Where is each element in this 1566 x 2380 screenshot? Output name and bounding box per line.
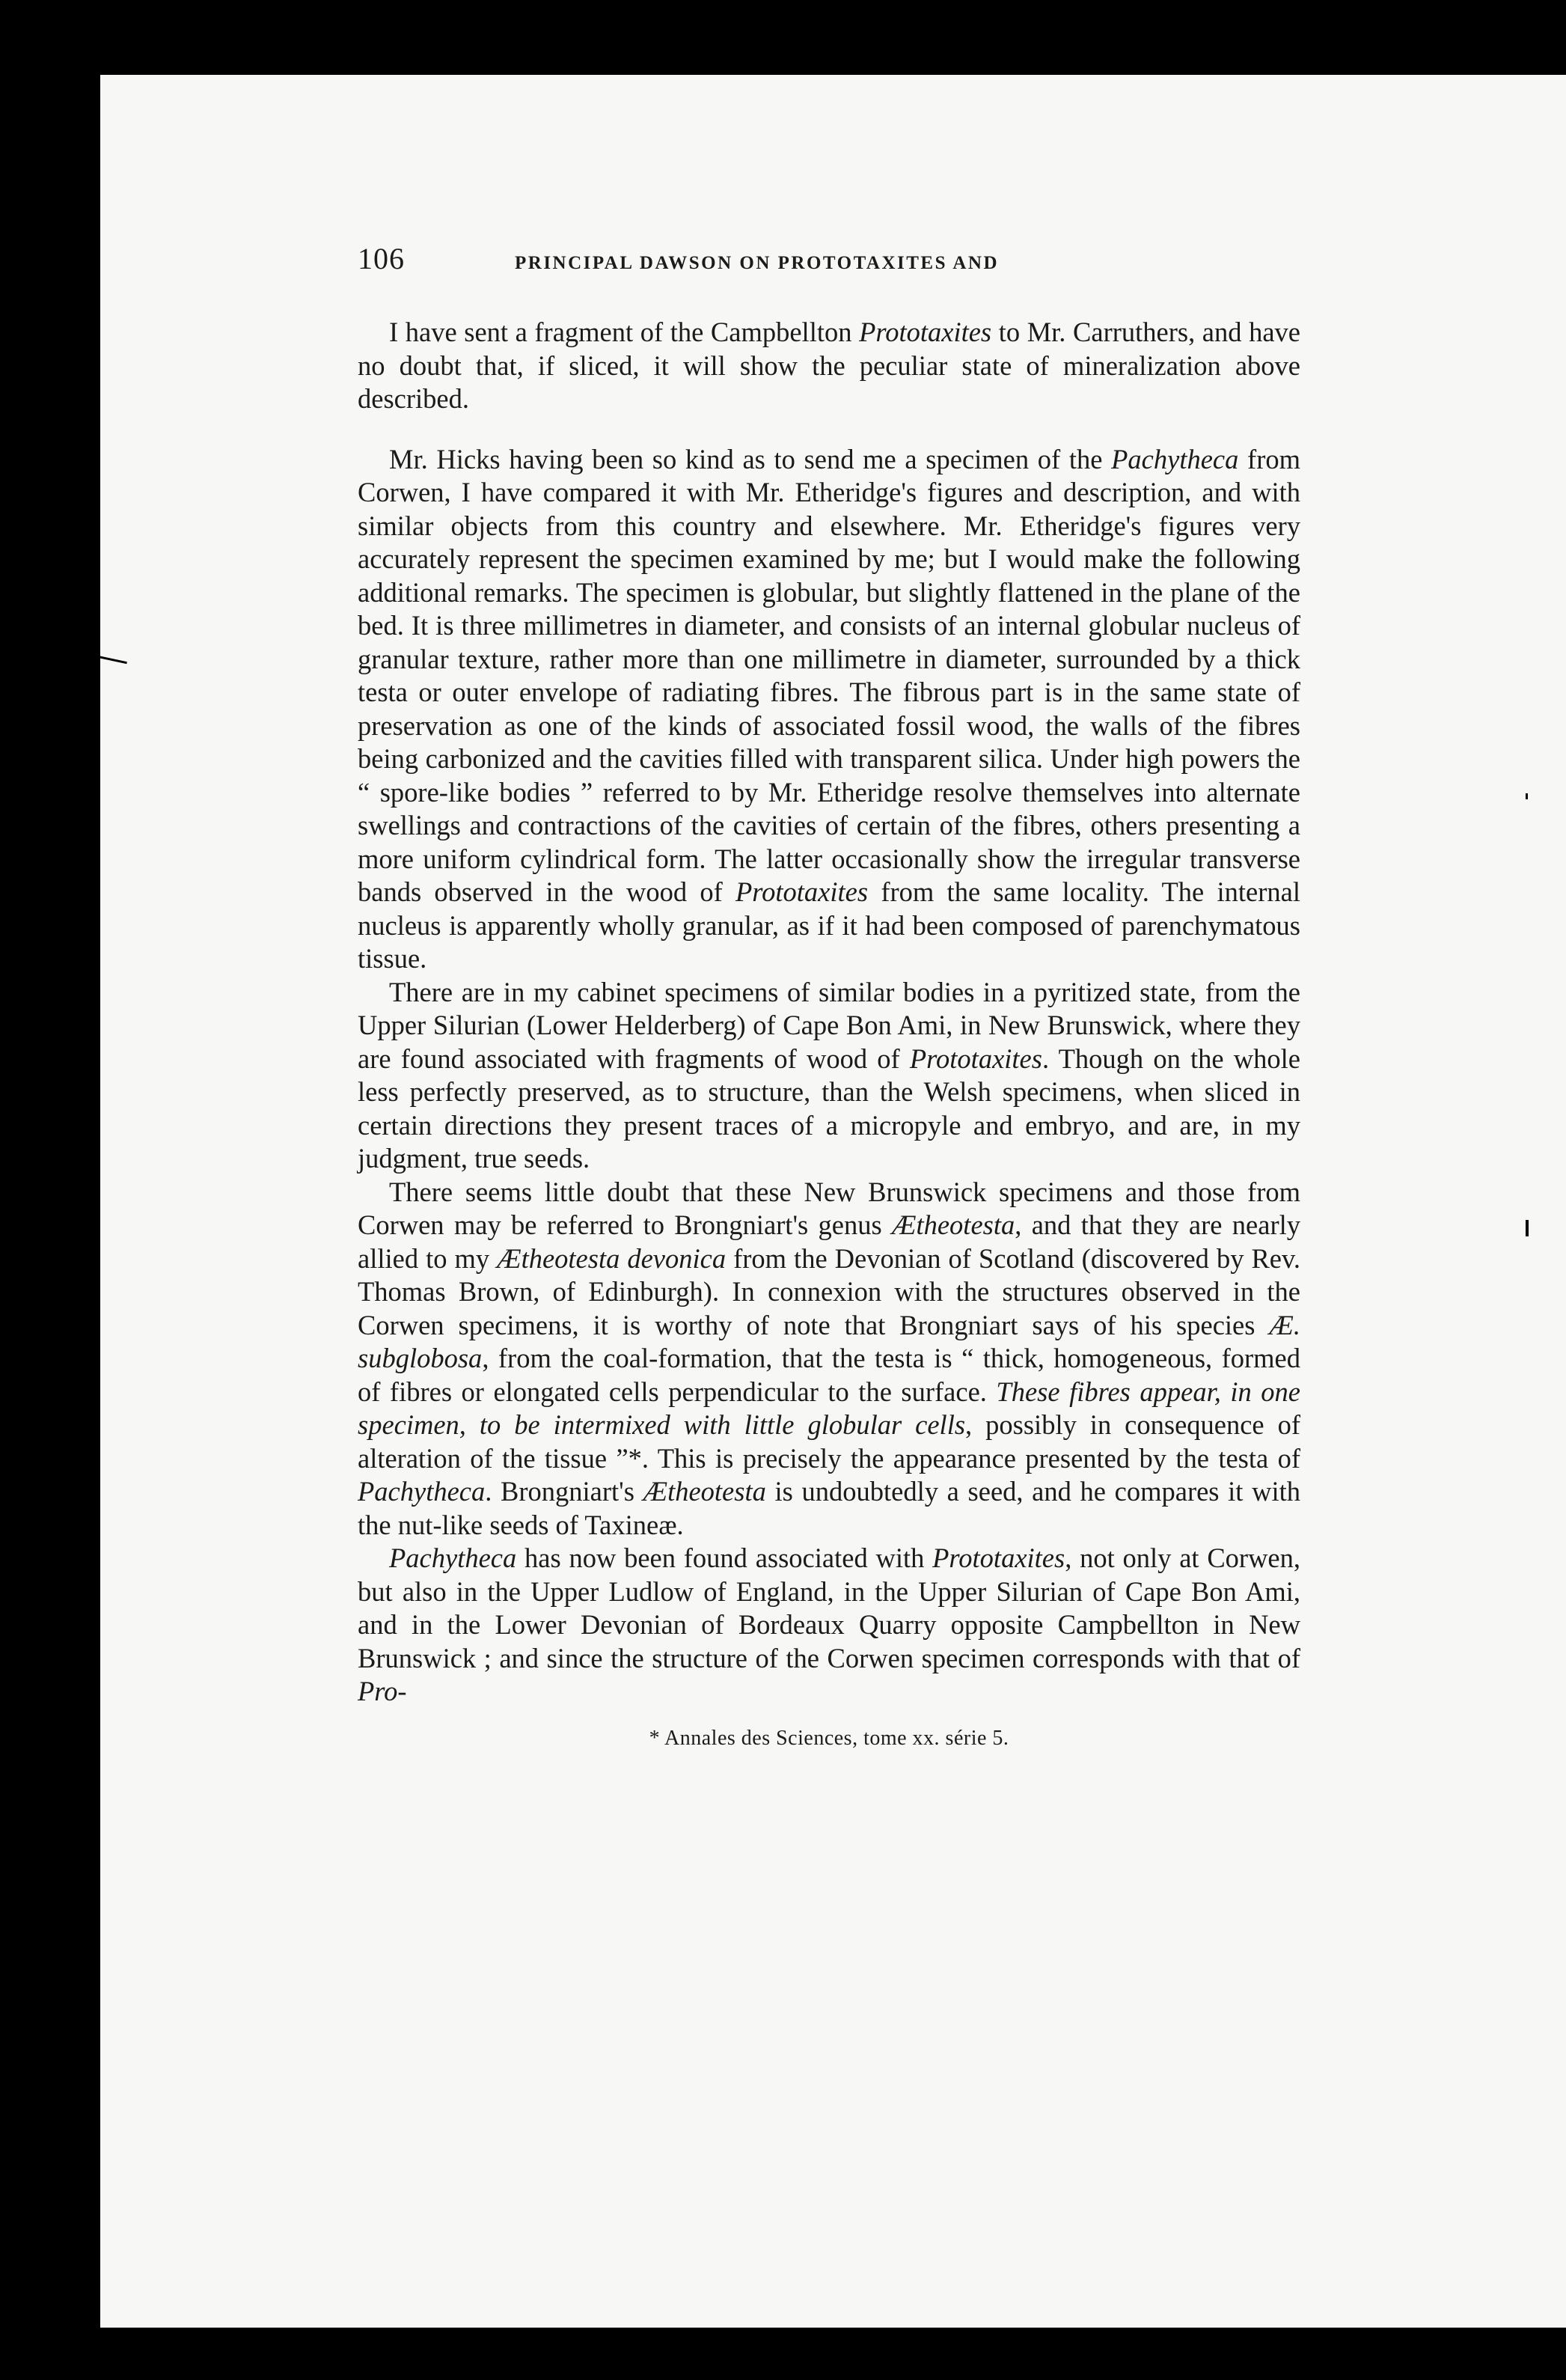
italic-text: Pachytheca <box>1111 443 1239 475</box>
scan-artifact <box>1526 1220 1529 1236</box>
text-run: , from the coal-formation, that the testa is “ thick, homogeneous, formed of fibres or elongated cells perpendicular to the surface. <box>358 1343 1300 1407</box>
page-number: 106 <box>358 242 405 275</box>
italic-text: Æ. subglobosa <box>358 1309 1300 1373</box>
italic-text: Prototaxites <box>932 1543 1065 1573</box>
italic-text: Prototaxites <box>735 876 869 907</box>
italic-text: Pachytheca <box>358 1476 486 1507</box>
text-run: , and that they are nearly allied to my <box>358 1209 1300 1274</box>
paragraph-4 <box>358 1176 1300 1543</box>
text-run: There are in my cabinet specimens of similar bodies in a pyritized state, from the Upper Silurian (Lower Helderberg) of Cape Bon Ami, in New Brunswick, where they are found associated with fragments of wood of <box>358 976 1300 1074</box>
text-run: There seems little doubt that these New Brunswick specimens and those from Corwen may be referred to Brongniart's genus <box>358 1176 1300 1240</box>
text-run: has now been found associated with <box>516 1543 933 1573</box>
body-text <box>358 316 1300 1709</box>
text-run: from the same locality. The internal nucleus is apparently wholly granular, as if it had been composed of parenchymatous tissue. <box>358 876 1300 974</box>
text-run: Mr. Hicks having been so kind as to send me a specimen of the <box>389 443 1112 475</box>
text-run: from Corwen, I have compared it with Mr. Etheridge's figures and description, and with similar objects from this country and elsewhere. Mr. Etheridge's figures very accurately represent the specimen examined by me; but I would make the following additional remarks. The specimen is globular, but slightly flattened in the plane of the bed. It is three millimetres in diameter, and consists of an internal globular nucleus of granular texture, rather more than one millimetre in diameter, surrounded by a thick testa or outer envelope of radiating fibres. The fibrous part is in the same state of preservation as one of the kinds of associated fossil wood, the walls of the fibres being carbonized and the cavities filled with transparent silica. Under high powers the “ spore-like bodies ” referred to by Mr. Etheridge resolve themselves into alternate swellings and contractions of the cavities of certain of the fibres, others presenting a more uniform cylindrical form. The latter occasionally show the irregular transverse bands observed in the wood of <box>358 443 1300 907</box>
italic-text: Ætheotesta devonica <box>497 1242 727 1274</box>
text-run: I have sent a fragment of the Campbellton <box>389 317 860 347</box>
running-head: PRINCIPAL DAWSON ON PROTOTAXITES AND <box>515 253 1000 273</box>
scan-artifact <box>1526 793 1528 799</box>
italic-text: Ætheotesta <box>643 1476 766 1507</box>
text-run: to Mr. Carruthers, and have no doubt that, if sliced, it will show the peculiar state of mineralization above described. <box>358 317 1300 414</box>
paragraph-2 <box>358 443 1300 976</box>
text-run: , possibly in consequence of alteration of the tissue ”*. This is precisely the appearance presented by the testa of <box>358 1409 1300 1474</box>
italic-text: Pro- <box>358 1676 407 1706</box>
scan-artifact <box>97 656 127 664</box>
italic-text: Prototaxites <box>909 1043 1042 1074</box>
paragraph-1 <box>358 316 1300 416</box>
italic-text: These fibres appear, in one specimen, to be intermixed with little globular cells <box>358 1376 1300 1440</box>
paragraph-5 <box>358 1542 1300 1709</box>
text-run: is undoubtedly a seed, and he compares it with the nut-like seeds of Taxineæ. <box>358 1476 1300 1540</box>
text-run: . Though on the whole less perfectly preserved, as to structure, than the Welsh specimens, when sliced in certain directions they present traces of a micropyle and embryo, and are, in my judgment, true seeds. <box>358 1043 1300 1174</box>
text-run: . Brongniart's <box>485 1476 643 1507</box>
text-run: from the Devonian of Scotland (discovered by Rev. Thomas Brown, of Edinburgh). In connexion with the structures observed in the Corwen specimens, it is worthy of note that Brongniart says of his species <box>358 1242 1300 1340</box>
italic-text: Prototaxites <box>859 317 992 347</box>
page-content <box>358 241 1300 1751</box>
text-run: , not only at Corwen, but also in the Upper Ludlow of England, in the Upper Silurian of Cape Bon Ami, and in the Lower Devonian of Bordeaux Quarry opposite Campbellton in New Brunswick ; and since the structure of the Corwen specimen corresponds with that of <box>358 1543 1301 1673</box>
italic-text: Pachytheca <box>389 1543 517 1573</box>
footnote: * Annales des Sciences, tome xx. série 5. <box>649 1726 1009 1750</box>
italic-text: Ætheotesta <box>892 1209 1015 1240</box>
paragraph-3 <box>358 976 1300 1176</box>
page-header <box>358 241 1300 278</box>
book-page <box>100 75 1566 2328</box>
